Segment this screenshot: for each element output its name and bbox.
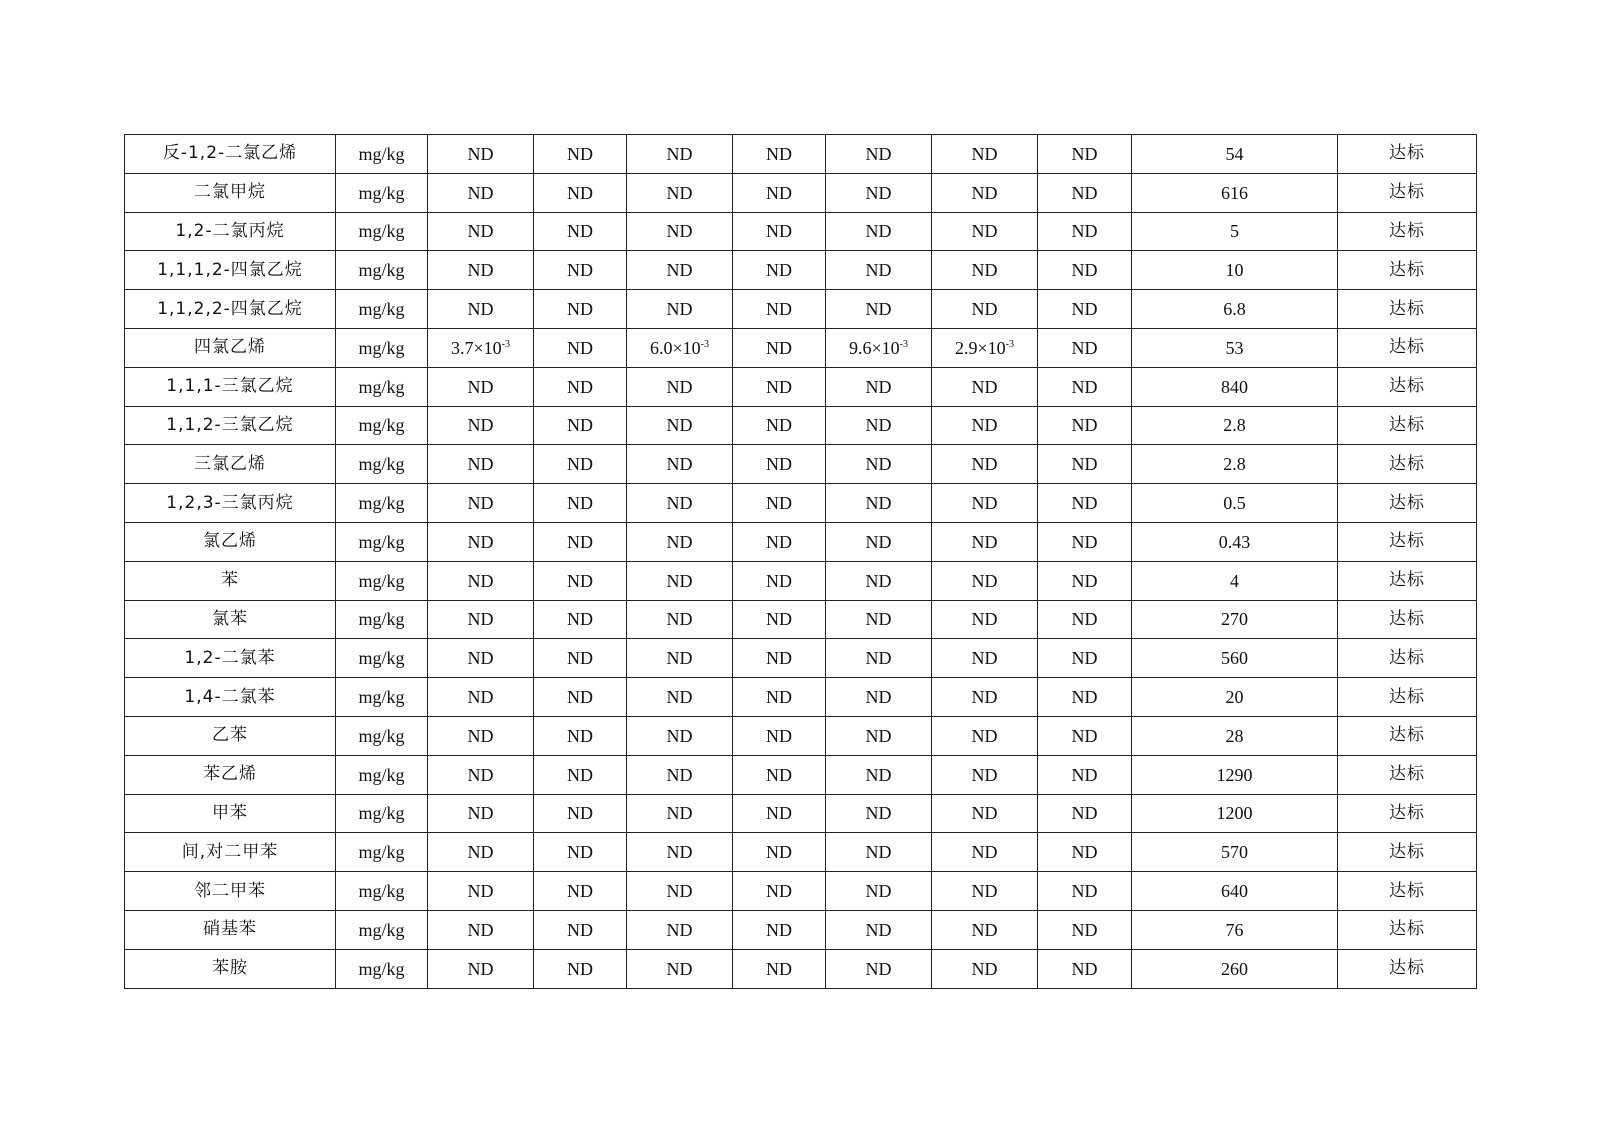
compound-name-cell: 1,2-二氯丙烷: [125, 212, 336, 251]
compound-name-cell: 甲苯: [125, 794, 336, 833]
sample-value-cell: ND: [428, 212, 534, 251]
sample-value-cell: ND: [1038, 600, 1132, 639]
sample-value-cell: ND: [534, 600, 627, 639]
sample-value-cell: ND: [826, 484, 932, 523]
compliance-result-cell: 达标: [1338, 367, 1477, 406]
compliance-result-cell: 达标: [1338, 406, 1477, 445]
compound-name-cell: 三氯乙烯: [125, 445, 336, 484]
compliance-result-cell: 达标: [1338, 484, 1477, 523]
limit-value-cell: 570: [1132, 833, 1338, 872]
sample-value-cell: ND: [534, 173, 627, 212]
compound-name-cell: 苯: [125, 561, 336, 600]
value-exponent: -3: [700, 338, 709, 350]
compliance-result-cell: 达标: [1338, 678, 1477, 717]
sample-value-cell: ND: [733, 367, 826, 406]
compliance-result-cell: 达标: [1338, 445, 1477, 484]
compound-name-cell: 二氯甲烷: [125, 173, 336, 212]
sample-value-cell: ND: [932, 755, 1038, 794]
sample-value-cell: ND: [428, 522, 534, 561]
unit-cell: mg/kg: [336, 290, 428, 329]
sample-value-cell: ND: [1038, 406, 1132, 445]
compliance-result-cell: 达标: [1338, 872, 1477, 911]
unit-cell: mg/kg: [336, 716, 428, 755]
table-row: [125, 872, 1477, 911]
sample-value-cell: ND: [826, 135, 932, 174]
sample-value-cell: ND: [826, 794, 932, 833]
sample-value-cell: ND: [1038, 251, 1132, 290]
sample-value-cell: ND: [534, 910, 627, 949]
sample-value-cell: ND: [428, 794, 534, 833]
sample-value-cell: ND: [627, 445, 733, 484]
sample-value-cell: ND: [627, 639, 733, 678]
sample-value-cell: ND: [627, 251, 733, 290]
sample-value-cell: ND: [826, 561, 932, 600]
compound-name-cell: 四氯乙烯: [125, 328, 336, 367]
table-row: [125, 135, 1477, 174]
sample-value-cell: ND: [733, 716, 826, 755]
sample-value-cell: ND: [932, 949, 1038, 988]
compliance-result-cell: 达标: [1338, 600, 1477, 639]
sample-value-cell: ND: [534, 484, 627, 523]
compliance-result-cell: 达标: [1338, 755, 1477, 794]
compliance-result-cell: 达标: [1338, 794, 1477, 833]
limit-value-cell: 2.8: [1132, 445, 1338, 484]
sample-value-cell: ND: [627, 949, 733, 988]
sample-value-cell: ND: [826, 872, 932, 911]
unit-cell: mg/kg: [336, 600, 428, 639]
value-mantissa: 9.6×10: [849, 337, 900, 358]
unit-cell: mg/kg: [336, 406, 428, 445]
sample-value-cell: ND: [428, 173, 534, 212]
sample-value-cell: ND: [826, 910, 932, 949]
sample-value-cell: ND: [1038, 445, 1132, 484]
sample-value-cell: ND: [627, 833, 733, 872]
sample-value-cell: ND: [1038, 328, 1132, 367]
compound-name-cell: 乙苯: [125, 716, 336, 755]
sample-value-cell: ND: [428, 872, 534, 911]
sample-value-cell: ND: [826, 445, 932, 484]
sample-value-cell: ND: [826, 367, 932, 406]
sample-value-cell: ND: [932, 212, 1038, 251]
sample-value-cell: ND: [733, 561, 826, 600]
sample-value-cell: ND: [428, 406, 534, 445]
sample-value-cell: ND: [627, 678, 733, 717]
compliance-result-cell: 达标: [1338, 328, 1477, 367]
sample-value-cell: ND: [733, 833, 826, 872]
compliance-result-cell: 达标: [1338, 833, 1477, 872]
compliance-result-cell: 达标: [1338, 135, 1477, 174]
unit-cell: mg/kg: [336, 639, 428, 678]
sample-value-cell: ND: [428, 251, 534, 290]
sample-value-cell: ND: [428, 600, 534, 639]
sample-value-cell: ND: [1038, 135, 1132, 174]
unit-cell: mg/kg: [336, 522, 428, 561]
sample-value-cell: ND: [1038, 755, 1132, 794]
compound-name-cell: 苯胺: [125, 949, 336, 988]
table-row: [125, 833, 1477, 872]
value-mantissa: 2.9×10: [955, 337, 1006, 358]
sample-value-cell: ND: [826, 639, 932, 678]
value-exponent: -3: [899, 338, 908, 350]
sample-value-cell: ND: [932, 716, 1038, 755]
limit-value-cell: 6.8: [1132, 290, 1338, 329]
sample-value-cell: ND: [733, 910, 826, 949]
sample-value-cell: ND: [826, 522, 932, 561]
compound-name-cell: 间,对二甲苯: [125, 833, 336, 872]
sample-value-cell: ND: [534, 678, 627, 717]
compliance-result-cell: 达标: [1338, 639, 1477, 678]
sample-value-cell: ND: [826, 949, 932, 988]
sample-value-cell: ND: [428, 367, 534, 406]
sample-value-cell: ND: [627, 135, 733, 174]
table-row: [125, 212, 1477, 251]
unit-cell: mg/kg: [336, 561, 428, 600]
sample-value-cell: ND: [534, 290, 627, 329]
unit-cell: mg/kg: [336, 755, 428, 794]
sample-value-cell: ND: [428, 949, 534, 988]
sample-value-cell: ND: [428, 678, 534, 717]
limit-value-cell: 20: [1132, 678, 1338, 717]
table-row: [125, 678, 1477, 717]
table-body: [125, 135, 1477, 989]
sample-value-cell: ND: [627, 367, 733, 406]
sample-value-cell: ND: [428, 833, 534, 872]
sample-value-cell: ND: [428, 755, 534, 794]
unit-cell: mg/kg: [336, 484, 428, 523]
limit-value-cell: 76: [1132, 910, 1338, 949]
table-row: [125, 910, 1477, 949]
compound-name-cell: 反-1,2-二氯乙烯: [125, 135, 336, 174]
compliance-result-cell: 达标: [1338, 290, 1477, 329]
sample-value-cell: ND: [534, 212, 627, 251]
sample-value-cell: ND: [1038, 212, 1132, 251]
sample-value-cell: ND: [733, 639, 826, 678]
sample-value-cell: ND: [428, 135, 534, 174]
limit-value-cell: 0.5: [1132, 484, 1338, 523]
unit-cell: mg/kg: [336, 678, 428, 717]
sample-value-cell: ND: [932, 639, 1038, 678]
sample-value-cell: ND: [932, 678, 1038, 717]
compound-name-cell: 1,1,1-三氯乙烷: [125, 367, 336, 406]
sample-value-cell: ND: [826, 251, 932, 290]
compound-name-cell: 邻二甲苯: [125, 872, 336, 911]
compound-name-cell: 1,2-二氯苯: [125, 639, 336, 678]
compound-name-cell: 苯乙烯: [125, 755, 336, 794]
sample-value-cell: ND: [534, 716, 627, 755]
limit-value-cell: 28: [1132, 716, 1338, 755]
sample-value-cell: ND: [1038, 678, 1132, 717]
sample-value-cell: ND: [1038, 872, 1132, 911]
sample-value-cell: ND: [627, 522, 733, 561]
table-row: [125, 290, 1477, 329]
sample-value-cell: ND: [534, 872, 627, 911]
sample-value-cell: ND: [627, 755, 733, 794]
sample-value-cell: ND: [534, 367, 627, 406]
sample-value-cell: ND: [534, 561, 627, 600]
sample-value-cell: ND: [932, 173, 1038, 212]
sample-value-cell: ND: [932, 561, 1038, 600]
limit-value-cell: 4: [1132, 561, 1338, 600]
sample-value-cell: ND: [733, 755, 826, 794]
sample-value-cell: ND: [534, 251, 627, 290]
sample-value-cell: ND: [627, 872, 733, 911]
limit-value-cell: 560: [1132, 639, 1338, 678]
sample-value-cell: [428, 328, 534, 367]
sample-value-cell: ND: [1038, 484, 1132, 523]
sample-value-cell: ND: [1038, 910, 1132, 949]
sample-value-cell: ND: [826, 212, 932, 251]
sample-value-cell: ND: [627, 794, 733, 833]
sample-value-cell: ND: [733, 290, 826, 329]
limit-value-cell: 2.8: [1132, 406, 1338, 445]
sample-value-cell: ND: [1038, 949, 1132, 988]
sample-value-cell: ND: [534, 445, 627, 484]
sample-value-cell: ND: [932, 251, 1038, 290]
sample-value-cell: ND: [1038, 833, 1132, 872]
table-row: [125, 716, 1477, 755]
compound-name-cell: 1,4-二氯苯: [125, 678, 336, 717]
sample-value-cell: ND: [733, 678, 826, 717]
sample-value-cell: ND: [932, 910, 1038, 949]
compound-name-cell: 1,1,2-三氯乙烷: [125, 406, 336, 445]
table-row: [125, 367, 1477, 406]
sample-value-cell: ND: [1038, 367, 1132, 406]
sample-value-cell: ND: [534, 755, 627, 794]
sample-value-cell: ND: [534, 833, 627, 872]
compound-name-cell: 1,2,3-三氯丙烷: [125, 484, 336, 523]
sample-value-cell: ND: [1038, 290, 1132, 329]
unit-cell: mg/kg: [336, 872, 428, 911]
sample-value-cell: ND: [932, 872, 1038, 911]
limit-value-cell: 1290: [1132, 755, 1338, 794]
sample-value-cell: ND: [826, 833, 932, 872]
sample-value-cell: ND: [534, 406, 627, 445]
sample-value-cell: ND: [733, 794, 826, 833]
table-row: [125, 173, 1477, 212]
sample-value-cell: ND: [932, 290, 1038, 329]
sample-value-cell: [826, 328, 932, 367]
unit-cell: mg/kg: [336, 445, 428, 484]
unit-cell: mg/kg: [336, 367, 428, 406]
sample-value-cell: ND: [627, 406, 733, 445]
sample-value-cell: ND: [1038, 794, 1132, 833]
sample-value-cell: ND: [534, 794, 627, 833]
limit-value-cell: 640: [1132, 872, 1338, 911]
sample-value-cell: ND: [733, 522, 826, 561]
sample-value-cell: ND: [534, 639, 627, 678]
limit-value-cell: 5: [1132, 212, 1338, 251]
value-exponent: -3: [501, 338, 510, 350]
unit-cell: mg/kg: [336, 910, 428, 949]
compliance-result-cell: 达标: [1338, 251, 1477, 290]
limit-value-cell: 260: [1132, 949, 1338, 988]
value-mantissa: 6.0×10: [650, 337, 701, 358]
sample-value-cell: ND: [733, 251, 826, 290]
sample-value-cell: ND: [627, 561, 733, 600]
compliance-result-cell: 达标: [1338, 522, 1477, 561]
limit-value-cell: 0.43: [1132, 522, 1338, 561]
sample-value-cell: ND: [733, 600, 826, 639]
sample-value-cell: ND: [1038, 173, 1132, 212]
table-row: [125, 484, 1477, 523]
compound-name-cell: 1,1,2,2-四氯乙烷: [125, 290, 336, 329]
limit-value-cell: 616: [1132, 173, 1338, 212]
sample-value-cell: ND: [1038, 561, 1132, 600]
compliance-result-cell: 达标: [1338, 561, 1477, 600]
sample-value-cell: ND: [733, 212, 826, 251]
limit-value-cell: 840: [1132, 367, 1338, 406]
sample-value-cell: ND: [534, 135, 627, 174]
sample-value-cell: ND: [428, 290, 534, 329]
sample-value-cell: [932, 328, 1038, 367]
compound-name-cell: 氯苯: [125, 600, 336, 639]
sample-value-cell: ND: [428, 561, 534, 600]
limit-value-cell: 53: [1132, 328, 1338, 367]
sample-value-cell: ND: [733, 484, 826, 523]
results-table: [124, 134, 1477, 989]
sample-value-cell: ND: [932, 484, 1038, 523]
sample-value-cell: ND: [932, 445, 1038, 484]
table-row: [125, 639, 1477, 678]
unit-cell: mg/kg: [336, 949, 428, 988]
sample-value-cell: ND: [826, 406, 932, 445]
sample-value-cell: ND: [826, 678, 932, 717]
table-row: [125, 445, 1477, 484]
unit-cell: mg/kg: [336, 833, 428, 872]
unit-cell: mg/kg: [336, 173, 428, 212]
sample-value-cell: ND: [428, 484, 534, 523]
unit-cell: mg/kg: [336, 212, 428, 251]
sample-value-cell: ND: [733, 328, 826, 367]
unit-cell: mg/kg: [336, 135, 428, 174]
sample-value-cell: ND: [733, 445, 826, 484]
sample-value-cell: ND: [932, 406, 1038, 445]
table-row: [125, 406, 1477, 445]
sample-value-cell: ND: [826, 173, 932, 212]
sample-value-cell: ND: [428, 445, 534, 484]
table-row: [125, 755, 1477, 794]
sample-value-cell: ND: [1038, 716, 1132, 755]
limit-value-cell: 270: [1132, 600, 1338, 639]
value-mantissa: 3.7×10: [451, 337, 502, 358]
sample-value-cell: ND: [733, 949, 826, 988]
value-exponent: -3: [1005, 338, 1014, 350]
compliance-result-cell: 达标: [1338, 910, 1477, 949]
table-row: [125, 328, 1477, 367]
sample-value-cell: ND: [627, 600, 733, 639]
sample-value-cell: ND: [1038, 522, 1132, 561]
sample-value-cell: ND: [428, 716, 534, 755]
sample-value-cell: ND: [733, 173, 826, 212]
compound-name-cell: 1,1,1,2-四氯乙烷: [125, 251, 336, 290]
compliance-result-cell: 达标: [1338, 212, 1477, 251]
table-row: [125, 794, 1477, 833]
sample-value-cell: ND: [534, 949, 627, 988]
unit-cell: mg/kg: [336, 794, 428, 833]
table-row: [125, 561, 1477, 600]
sample-value-cell: [627, 328, 733, 367]
sample-value-cell: ND: [733, 406, 826, 445]
sample-value-cell: ND: [733, 135, 826, 174]
compliance-result-cell: 达标: [1338, 949, 1477, 988]
sample-value-cell: ND: [826, 755, 932, 794]
sample-value-cell: ND: [627, 484, 733, 523]
sample-value-cell: ND: [534, 522, 627, 561]
table-row: [125, 522, 1477, 561]
limit-value-cell: 1200: [1132, 794, 1338, 833]
table-row: [125, 251, 1477, 290]
table-row: [125, 949, 1477, 988]
sample-value-cell: ND: [627, 173, 733, 212]
sample-value-cell: ND: [826, 600, 932, 639]
sample-value-cell: ND: [826, 716, 932, 755]
sample-value-cell: ND: [932, 833, 1038, 872]
sample-value-cell: ND: [627, 910, 733, 949]
unit-cell: mg/kg: [336, 328, 428, 367]
sample-value-cell: ND: [932, 794, 1038, 833]
compound-name-cell: 硝基苯: [125, 910, 336, 949]
compliance-result-cell: 达标: [1338, 173, 1477, 212]
compliance-result-cell: 达标: [1338, 716, 1477, 755]
sample-value-cell: ND: [428, 910, 534, 949]
unit-cell: mg/kg: [336, 251, 428, 290]
sample-value-cell: ND: [627, 290, 733, 329]
sample-value-cell: ND: [428, 639, 534, 678]
compound-name-cell: 氯乙烯: [125, 522, 336, 561]
sample-value-cell: ND: [1038, 639, 1132, 678]
sample-value-cell: ND: [826, 290, 932, 329]
limit-value-cell: 10: [1132, 251, 1338, 290]
sample-value-cell: ND: [932, 522, 1038, 561]
sample-value-cell: ND: [932, 367, 1038, 406]
sample-value-cell: ND: [733, 872, 826, 911]
sample-value-cell: ND: [627, 716, 733, 755]
sample-value-cell: ND: [627, 212, 733, 251]
sample-value-cell: ND: [932, 600, 1038, 639]
table-row: [125, 600, 1477, 639]
limit-value-cell: 54: [1132, 135, 1338, 174]
sample-value-cell: ND: [534, 328, 627, 367]
sample-value-cell: ND: [932, 135, 1038, 174]
